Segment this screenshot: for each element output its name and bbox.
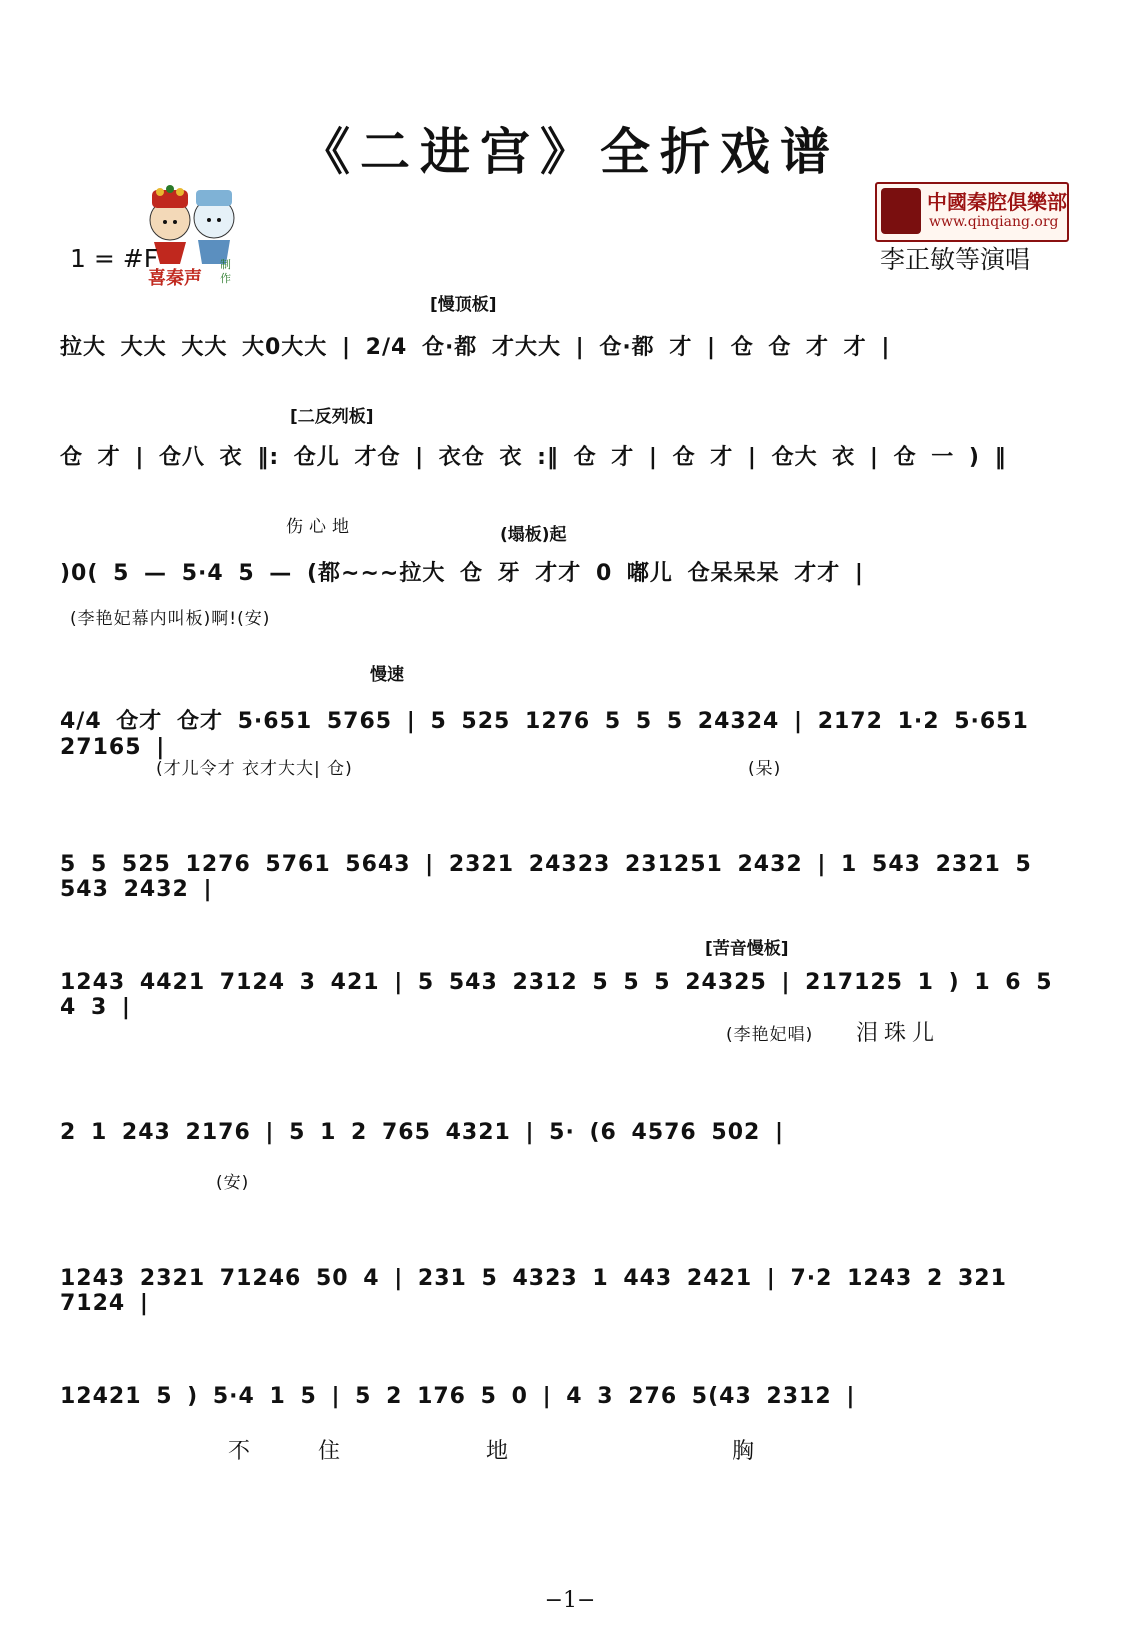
notation-row-8: 1243 2321 71246 50 4 | 231 5 4323 1 443 2421 | 7·2 1243 2 321 7124 | xyxy=(60,1266,1007,1316)
lyric-row4-under-b: (呆) xyxy=(748,759,782,779)
lyric-row3-bottom: (李艳妃幕内叫板)啊!(安) xyxy=(70,609,271,629)
mascot-label: 喜秦声 xyxy=(148,268,202,289)
notation-row-6: 1243 4421 7124 3 421 | 5 543 2312 5 5 5 24325 | 217125 1 ) 1 6 5 4 3 | xyxy=(60,970,1053,1020)
lyric-row3-top: 伤心地 xyxy=(286,517,355,537)
page-number: −1− xyxy=(544,1588,596,1613)
section-label-1: [慢顶板] xyxy=(430,295,497,315)
lyric-row9-word-2: 住 xyxy=(318,1439,347,1464)
lyric-row9-word-1: 不 xyxy=(228,1439,257,1464)
section-label-2: [二反列板] xyxy=(290,407,374,427)
notation-row-3: )0( 5 — 5·4 5 — (都~~~拉大 仓 牙 才才 0 嘟儿 仓呆呆呆 才才 | xyxy=(60,561,864,586)
club-logo-name: 中國秦腔俱樂部 xyxy=(927,190,1067,214)
club-emblem-icon xyxy=(881,188,921,234)
lyric-row6-words: 泪珠儿 xyxy=(856,1021,941,1046)
section-label-5: [苦音慢板] xyxy=(705,939,789,959)
mascot-suffix: 制作 xyxy=(220,258,231,285)
performer-credit: 李正敏等演唱 xyxy=(880,245,1031,274)
lyric-row9-word-4: 胸 xyxy=(732,1439,761,1464)
page-title: 《二进宫》全折戏谱 xyxy=(300,122,840,181)
lyric-row4-under-a: (才儿令才 衣才大大| 仓) xyxy=(156,759,353,779)
club-logo xyxy=(875,182,1069,242)
section-label-4: 慢速 xyxy=(370,665,404,685)
lyric-row9-word-3: 地 xyxy=(486,1439,515,1464)
notation-row-1: 拉大 大大 大大 大0大大 | 2/4 仓·都 才大大 | 仓·都 才 | 仓 仓 才 才 | xyxy=(60,335,891,360)
key-signature: 1 = #F xyxy=(70,244,159,273)
notation-row-7: 2 1 243 2176 | 5 1 2 765 4321 | 5· (6 4576 502 | xyxy=(60,1120,785,1145)
notation-row-4: 4/4 仓才 仓才 5·651 5765 | 5 525 1276 5 5 5 24324 | 2172 1·2 5·651 27165 | xyxy=(60,709,1029,760)
lyric-row7-under: (安) xyxy=(216,1173,250,1193)
club-logo-url: www.qinqiang.org xyxy=(929,214,1059,230)
section-label-3: (塌板)起 xyxy=(500,525,567,545)
notation-row-5: 5 5 525 1276 5761 5643 | 2321 24323 231251 2432 | 1 543 2321 5 543 2432 | xyxy=(60,852,1032,902)
singer-cue: (李艳妃唱) xyxy=(726,1025,814,1045)
notation-row-2: 仓 才 | 仓八 衣 ‖: 仓儿 才仓 | 衣仓 衣 :‖ 仓 才 | 仓 才 | 仓大 衣 | 仓 一 ) ‖ xyxy=(60,445,1007,470)
notation-row-9: 12421 5 ) 5·4 1 5 | 5 2 176 5 0 | 4 3 276 5(43 2312 | xyxy=(60,1384,856,1409)
